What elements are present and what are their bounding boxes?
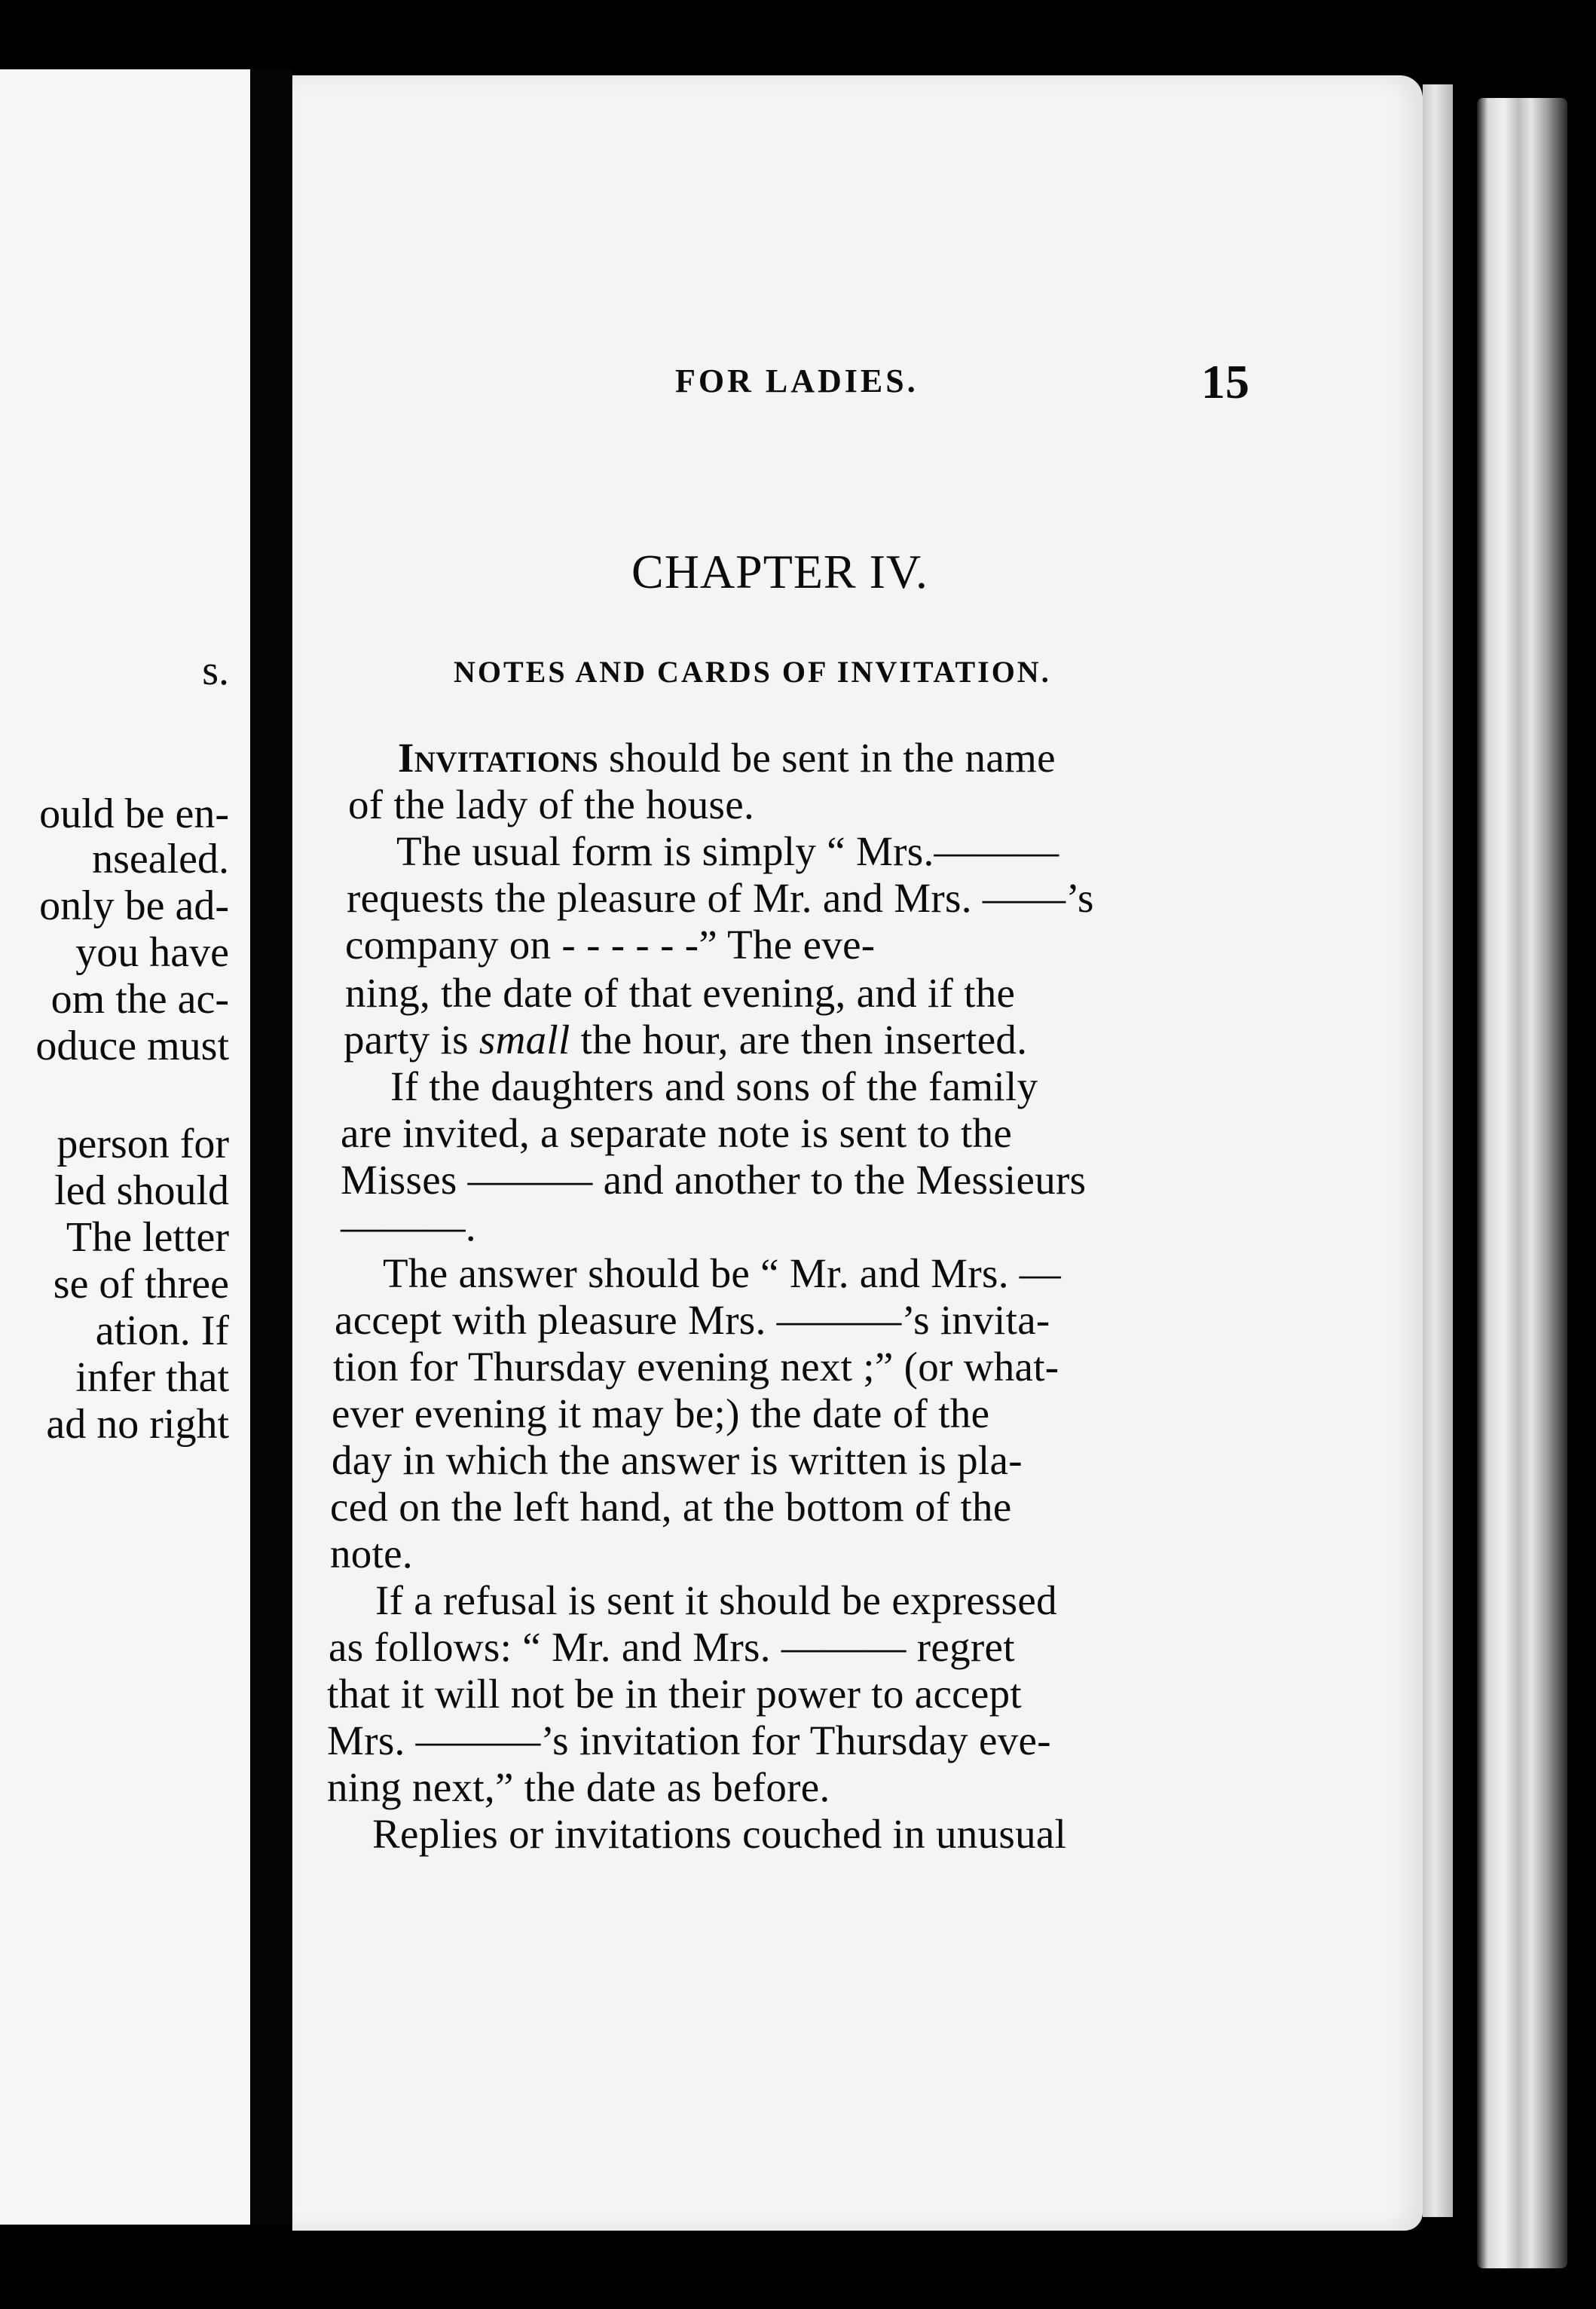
left-page-line: nsealed. xyxy=(92,836,229,882)
left-page-line: ation. If xyxy=(95,1307,229,1354)
body-line: ning next,” the date as before. xyxy=(327,1764,830,1810)
page-number: 15 xyxy=(1201,355,1249,408)
left-page-line: you have xyxy=(75,929,229,976)
body-line: ever evening it may be;) the date of the xyxy=(332,1390,990,1436)
body-line: Replies or invitations couched in unusual xyxy=(372,1811,1067,1857)
body-line: ced on the left hand, at the bottom of the xyxy=(330,1484,1012,1530)
running-head: FOR LADIES. xyxy=(675,362,919,399)
left-page-line: only be ad- xyxy=(39,882,229,929)
body-line: as follows: “ Mr. and Mrs. ——— regret xyxy=(329,1624,1015,1670)
book-gutter xyxy=(250,69,292,2225)
body-line: company on - - - - - -” The eve- xyxy=(345,922,876,968)
lead-word: Invitations xyxy=(398,735,598,781)
body-line: of the lady of the house. xyxy=(348,781,755,827)
body-line: The usual form is simply “ Mrs.——— xyxy=(396,828,1059,874)
left-page-line: ould be en- xyxy=(39,791,229,837)
left-page-line: infer that xyxy=(75,1354,229,1401)
body-line: accept with pleasure Mrs. ———’s invita- xyxy=(335,1297,1050,1343)
left-page-line: se of three xyxy=(53,1261,229,1307)
body-line: The answer should be “ Mr. and Mrs. — xyxy=(383,1250,1062,1296)
left-page-line: ad no right xyxy=(46,1401,229,1448)
italic-text: small xyxy=(478,1017,570,1063)
book-cover-edge xyxy=(1477,98,1567,2268)
page-edges xyxy=(1423,84,1453,2217)
left-page-line: s. xyxy=(202,647,229,694)
left-page-line: oduce must xyxy=(35,1023,229,1069)
body-line: requests the pleasure of Mr. and Mrs. ——’s xyxy=(347,875,1094,921)
body-text: party is xyxy=(344,1017,479,1063)
left-page-line: led should xyxy=(54,1167,229,1214)
body-line: are invited, a separate note is sent to the xyxy=(341,1110,1013,1156)
left-page-line: The letter xyxy=(66,1214,229,1261)
body-line xyxy=(344,1017,1028,1063)
body-line: Misses ——— and another to the Messieurs xyxy=(341,1157,1087,1203)
left-page-line: om the ac- xyxy=(50,976,229,1023)
body-line: note. xyxy=(330,1531,413,1577)
chapter-title: CHAPTER IV. xyxy=(631,545,928,598)
section-title: NOTES AND CARDS OF INVITATION. xyxy=(454,655,1051,689)
body-line: tion for Thursday evening next ;” (or what- xyxy=(333,1344,1059,1390)
left-page-line: person for xyxy=(57,1121,229,1167)
left-page xyxy=(0,69,250,2225)
body-line: Mrs. ———’s invitation for Thursday eve- xyxy=(327,1717,1051,1763)
body-text: should be sent in the name xyxy=(598,735,1056,781)
body-line: If the daughters and sons of the family xyxy=(390,1063,1038,1109)
body-line: that it will not be in their power to accept xyxy=(327,1671,1022,1717)
body-line: ning, the date of that evening, and if the xyxy=(345,970,1016,1016)
body-line: ———. xyxy=(341,1203,476,1249)
body-text: the hour, are then inserted. xyxy=(570,1017,1028,1063)
body-line: If a refusal is sent it should be expressed xyxy=(375,1577,1057,1623)
body-line: day in which the answer is written is pla- xyxy=(332,1437,1023,1483)
body-line xyxy=(398,735,1056,781)
